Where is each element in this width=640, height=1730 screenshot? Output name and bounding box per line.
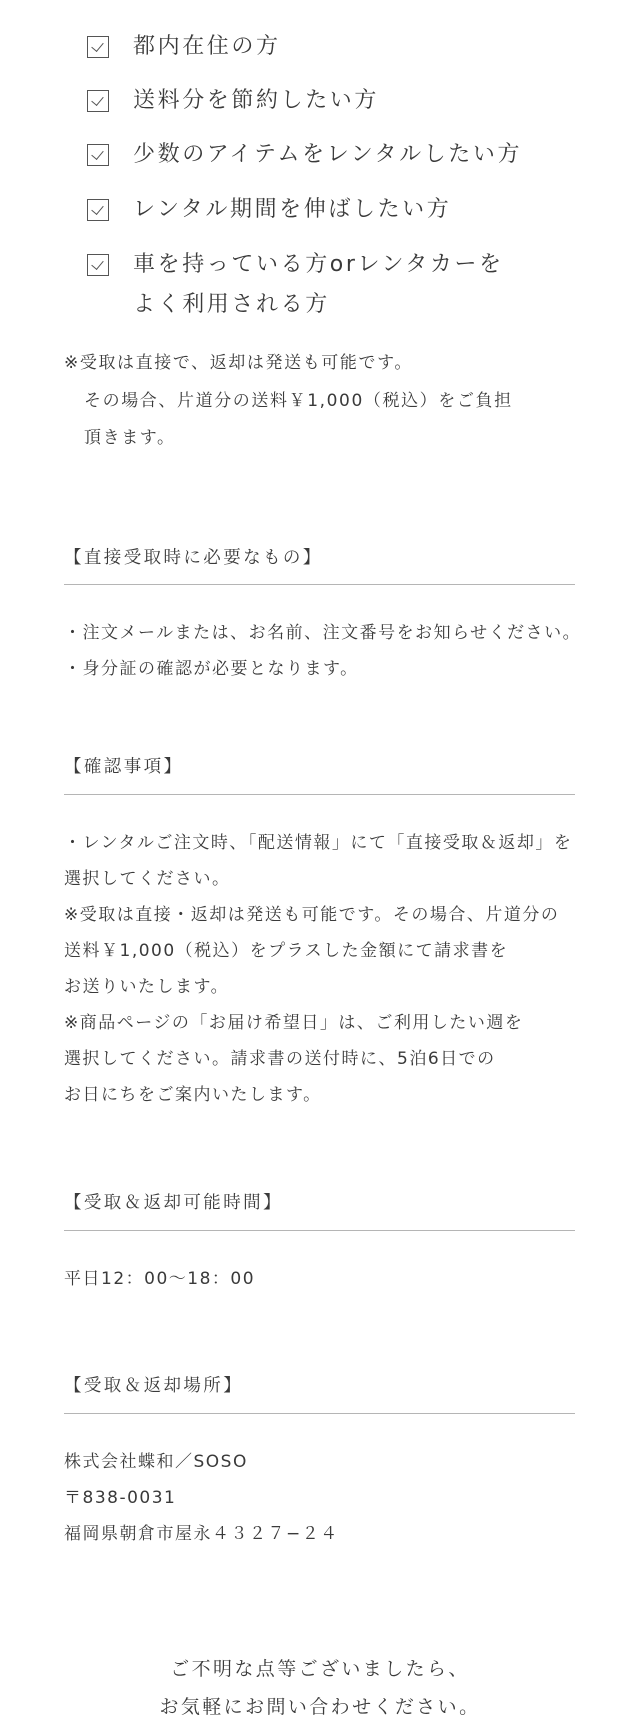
section-body-place xyxy=(64,1444,584,1552)
company-name: 株式会社蝶和／SOSO xyxy=(64,1452,248,1472)
checkbox-checked-icon xyxy=(87,199,109,221)
checkbox-checked-icon xyxy=(87,254,109,276)
section-body-hours: 平日12：00〜18：00 xyxy=(64,1269,256,1289)
checkbox-checked-icon xyxy=(87,90,109,112)
section-divider xyxy=(64,584,575,585)
checklist-label: レンタル期間を伸ばしたい方 xyxy=(133,197,452,222)
checklist-item xyxy=(87,251,504,325)
section-divider xyxy=(64,794,575,795)
checklist-label: 都内在住の方 xyxy=(133,34,281,59)
section-divider xyxy=(64,1230,575,1231)
checklist-item xyxy=(87,141,522,175)
checkbox-checked-icon xyxy=(87,144,109,166)
checklist-item xyxy=(87,196,451,230)
checklist-item xyxy=(87,87,379,121)
postal-code: 〒838-0031 xyxy=(64,1488,177,1508)
address: 福岡県朝倉市屋永４３２７−２４ xyxy=(64,1524,339,1544)
section-body-required-items: ・注文メールまたは、お名前、注文番号をお知らせください。 ・身分証の確認が必要となります。 xyxy=(64,623,582,679)
section-heading-hours: 【受取＆返却可能時間】 xyxy=(64,1193,283,1213)
section-heading-required-items: 【直接受取時に必要なもの】 xyxy=(64,548,323,568)
section-heading-place: 【受取＆返却場所】 xyxy=(64,1376,244,1396)
checkbox-checked-icon xyxy=(87,36,109,58)
section-divider xyxy=(64,1413,575,1414)
checklist-item xyxy=(87,33,281,67)
section-body-confirmation: ・レンタルご注文時、「配送情報」にて「直接受取＆返却」を 選択してください。 ※受取は直接・返却は発送も可能です。その場合、片道分の 送料￥1,000（税込）をプラスした金額にて請求書を お送りいたします。 ※商品ページの「お届け希望日」は、ご利用したい週を 選択してください。請求書の送付時に、5泊6日での お日にちをご案内いたします。 xyxy=(64,833,573,1105)
checklist-label: 送料分を節約したい方 xyxy=(133,88,380,113)
closing-message: ご不明な点等ございましたら、 お気軽にお問い合わせください。 xyxy=(159,1658,481,1718)
checklist-label: 車を持っている方orレンタカーを よく利用される方 xyxy=(133,252,504,317)
checklist-label: 少数のアイテムをレンタルしたい方 xyxy=(133,142,523,167)
section-heading-confirmation: 【確認事項】 xyxy=(64,757,184,777)
shipping-note: ※受取は直接で、返却は発送も可能です。 その場合、片道分の送料￥1,000（税込）をご負担 頂きます。 xyxy=(64,353,513,448)
